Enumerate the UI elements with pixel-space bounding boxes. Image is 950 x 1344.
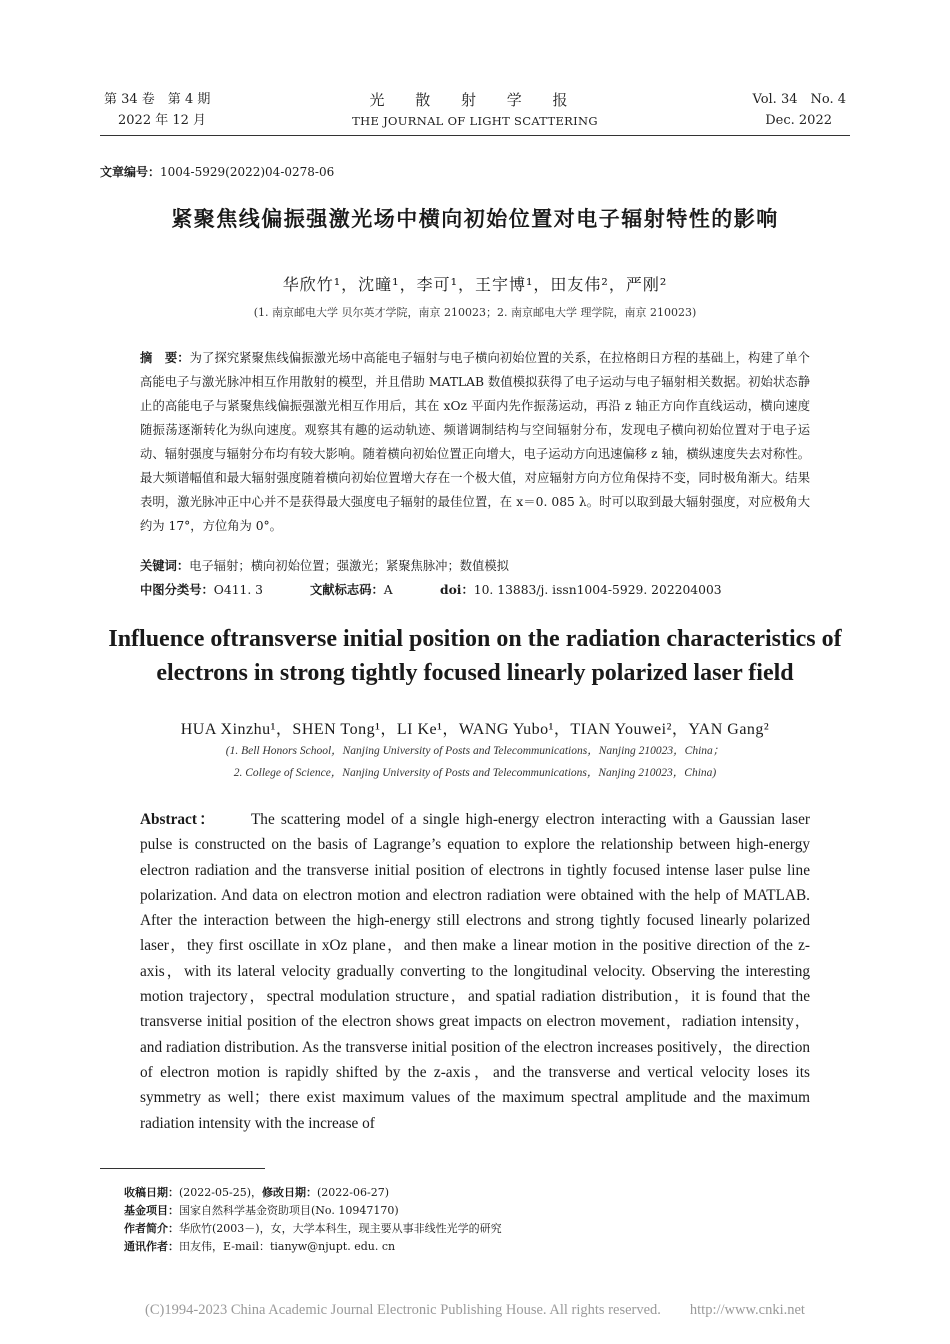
article-number xyxy=(100,163,334,180)
abstract-cn-label: 摘 要： xyxy=(140,350,190,365)
keywords-cn-value: 电子辐射；横向初始位置；强激光；紧聚焦脉冲；数值模拟 xyxy=(189,559,509,573)
journal-title-cn: 光 散 射 学 报 xyxy=(369,91,581,109)
footnote-dates: 收稿日期：(2022-05-25)，修改日期：(2022-06-27) xyxy=(124,1186,390,1199)
abstract-en xyxy=(140,807,810,1136)
abstract-en-text: The scattering model of a single high-energy electron interacting with a Gaussian laser pulse is constructed on the basis of Lagrange’s equation to explore the relationship between high-energy electron radiation and the transverse initial position of electrons in tightly focused intense laser pulse line polarization. And data on electron motion and electron radiation were obtained with the help of MATLAB. After the interaction between the high-energy still electrons and strong tightly focused linearly polarized laser，they first oscillate in xOz plane，and then make a linear motion in the positive direction of the z-axis，with its lateral velocity gradually converting to the longitudinal velocity. Observing the interesting motion trajectory，spectral modulation structure，and spatial radiation distribution，it is found that the transverse initial position of the electron shows great impacts on electron movement，radiation intensity，and radiation distribution. As the transverse initial position of the electron increases positively，the direction of electron motion is rapidly shifted by the z-axis，and the transverse and vertical velocity loses its symmetry as well；there exist maximum values of the maximum spectral amplitude and the maximum radiation intensity with the increase of xyxy=(140,811,810,1132)
affiliation-cn: (1. 南京邮电大学 贝尔英才学院，南京 210023；2. 南京邮电大学 理学院，南京 210023) xyxy=(253,306,697,319)
abstract-cn-text: 为了探究紧聚焦线偏振激光场中高能电子辐射与电子横向初始位置的关系，在拉格朗日方程的基础上，构建了单个高能电子与激光脉冲相互作用散射的模型，并且借助 MATLAB 数值模拟获得了电子运动与电子辐射相关数据。初始状态静止的高能电子与紧聚焦线偏振强激光相互作用后，其在 xOz 平面内先作振荡运动，再沿 z 轴正方向作直线运动，横向速度随振荡逐渐转化为纵向速度。观察其有趣的运动轨迹、频谱调制结构与空间辐射分布，发现电子横向初始位置对于电子运动、辐射强度与辐射分布均有较大影响。随着横向初始位置正向增大，电子运动方向迅速偏移 z 轴，横纵速度失去对称性。最大频谱幅值和最大辐射强度随着横向初始位置增大存在一个极大值，对应辐射方向方位角保持不变，同时极角渐大。结果表明，激光脉冲正中心并不是获得最大强度电子辐射的最佳位置，在 x＝0. 085 λ。时可以取到最大辐射强度，对应极角大约为 17°，方位角为 0°。 xyxy=(140,351,810,533)
keywords-cn-label: 关键词： xyxy=(140,558,190,573)
clc-number: 中图分类号：O411. 3 xyxy=(140,582,263,597)
title-en xyxy=(0,622,950,690)
abstract-cn xyxy=(140,346,810,538)
article-number-value: 1004-5929(2022)04-0278-06 xyxy=(160,165,335,179)
affiliation-en-line2: 2. College of Science，Nanjing University of Posts and Telecommunications，Nanjing 210023，China) xyxy=(233,767,717,779)
issue-date: 2022 年 12 月 xyxy=(118,113,207,128)
title-en-line1: Influence oftransverse initial position on the radiation characteristics of xyxy=(108,626,842,652)
affiliation-en-line1: (1. Bell Honors School，Nanjing University of Posts and Telecommunications，Nanjing 210023，China； xyxy=(225,745,725,757)
issue-date-en: Dec. 2022 xyxy=(765,113,832,128)
footnote-corresponding: 通讯作者：田友伟，E-mail：tianyw@njupt. edu. cn xyxy=(124,1240,396,1253)
volume-issue-en: Vol. 34 No. 4 xyxy=(752,92,846,107)
journal-title-en: THE JOURNAL OF LIGHT SCATTERING xyxy=(352,114,598,128)
abstract-en-label: Abstract： xyxy=(140,811,217,828)
copyright-line: (C)1994-2023 China Academic Journal Electronic Publishing House. All rights reserved. http://www.cnki.net xyxy=(145,1302,805,1318)
document-code: 文献标志码：A xyxy=(310,582,393,597)
article-number-label: 文章编号： xyxy=(100,165,161,179)
authors-en: HUA Xinzhu¹，SHEN Tong¹，LI Ke¹，WANG Yubo¹，TIAN Youwei²，YAN Gang² xyxy=(180,721,770,738)
volume-issue: 第 34 卷 第 4 期 xyxy=(104,92,211,107)
authors-cn: 华欣竹¹，沈曈¹，李可¹，王宇博¹，田友伟²，严刚² xyxy=(282,275,668,294)
keywords-cn xyxy=(140,556,509,574)
doi: doi：10. 13883/j. issn1004-5929. 202204003 xyxy=(440,582,722,597)
footnote-author: 作者简介：华欣竹(2003－)，女，大学本科生，现主要从事非线性光学的研究 xyxy=(124,1222,502,1235)
title-en-line2: electrons in strong tightly focused linearly polarized laser field xyxy=(156,660,794,686)
title-cn: 紧聚焦线偏振强激光场中横向初始位置对电子辐射特性的影响 xyxy=(171,207,779,231)
header-rule xyxy=(100,135,850,136)
footnote-rule xyxy=(100,1168,265,1169)
footnote-fund: 基金项目：国家自然科学基金资助项目(No. 10947170) xyxy=(124,1204,399,1217)
